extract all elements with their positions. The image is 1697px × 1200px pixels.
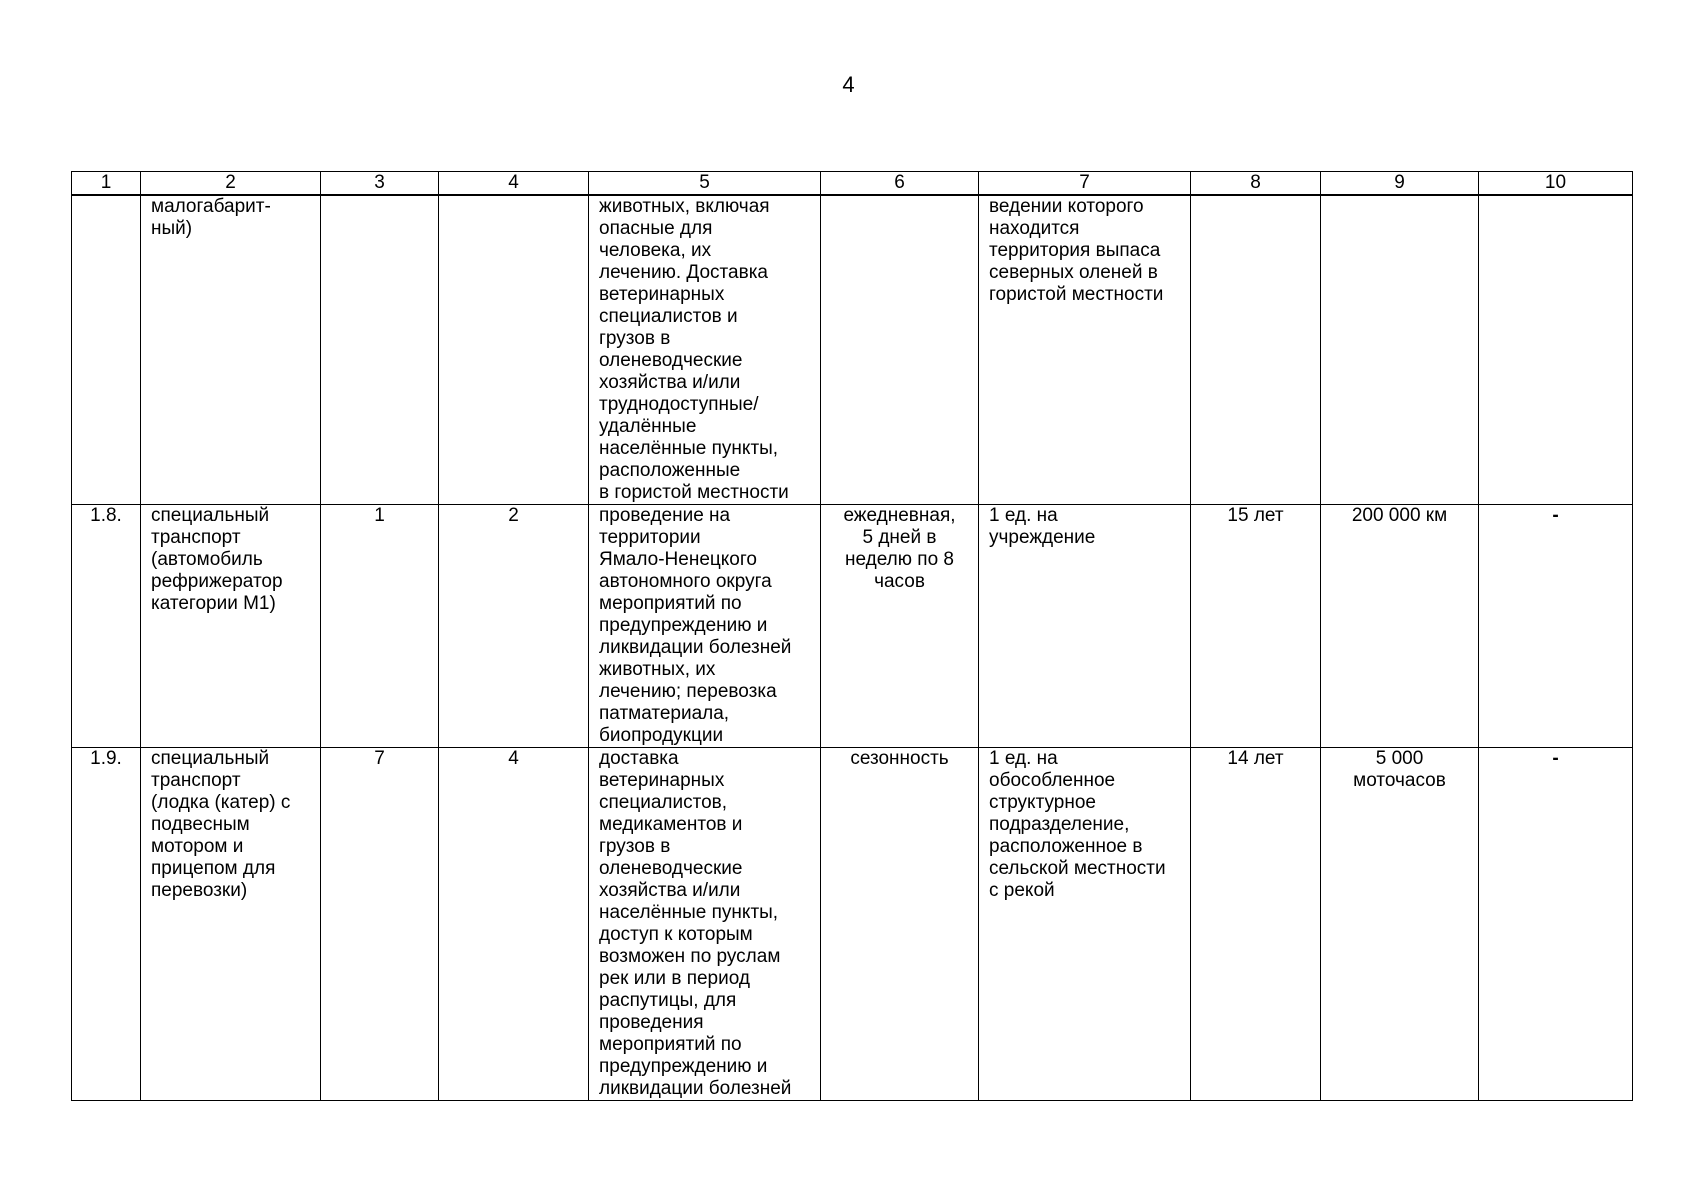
vehicle-name-cell: специальный транспорт (лодка (катер) с подвесным мотором и прицепом для перевозки): [141, 748, 321, 1101]
mileage-cell: 5 000 моточасов: [1321, 748, 1479, 1101]
norm-cell: 1 ед. на обособленное структурное подразделение, расположенное в сельской местности с рекой: [979, 748, 1191, 1101]
column-header-7: 7: [979, 172, 1191, 196]
quantity-b-cell: 4: [439, 748, 589, 1101]
table-row: [72, 748, 1633, 1101]
norm-cell: 1 ед. на учреждение: [979, 505, 1191, 748]
column-header-10: 10: [1479, 172, 1633, 196]
column-header-8: 8: [1191, 172, 1321, 196]
purpose-cell: проведение на территории Ямало-Ненецкого автономного округа мероприятий по предупреждению и ликвидации болезней животных, их лечению; перевозка патматериала, биопродукции: [589, 505, 821, 748]
column-header-5: 5: [589, 172, 821, 196]
vehicle-name-cell: специальный транспорт (автомобиль рефрижератор категории М1): [141, 505, 321, 748]
term-cell: [1191, 195, 1321, 505]
note-cell: [1479, 195, 1633, 505]
column-header-2: 2: [141, 172, 321, 196]
frequency-cell: ежедневная, 5 дней в неделю по 8 часов: [821, 505, 979, 748]
row-number-cell: 1.9.: [72, 748, 141, 1101]
term-cell: 15 лет: [1191, 505, 1321, 748]
frequency-cell: [821, 195, 979, 505]
mileage-cell: [1321, 195, 1479, 505]
column-header-4: 4: [439, 172, 589, 196]
quantity-a-cell: 1: [321, 505, 439, 748]
quantity-a-cell: 7: [321, 748, 439, 1101]
equipment-table: [71, 171, 1633, 1101]
note-cell: -: [1479, 505, 1633, 748]
mileage-cell: 200 000 км: [1321, 505, 1479, 748]
row-number-cell: [72, 195, 141, 505]
quantity-a-cell: [321, 195, 439, 505]
quantity-b-cell: 2: [439, 505, 589, 748]
note-cell: -: [1479, 748, 1633, 1101]
table-row: [72, 195, 1633, 505]
frequency-cell: сезонность: [821, 748, 979, 1101]
quantity-b-cell: [439, 195, 589, 505]
column-header-1: 1: [72, 172, 141, 196]
norm-cell: ведении которого находится территория выпаса северных оленей в гористой местности: [979, 195, 1191, 505]
table-header-row: [72, 172, 1633, 196]
purpose-cell: животных, включая опасные для человека, их лечению. Доставка ветеринарных специалистов и грузов в оленеводческие хозяйства и/или труднодоступные/ удалённые населённые пункты, расположенные в гористой местности: [589, 195, 821, 505]
page-number: 4: [842, 72, 855, 97]
table-row: [72, 505, 1633, 748]
vehicle-name-cell: малогабарит- ный): [141, 195, 321, 505]
column-header-3: 3: [321, 172, 439, 196]
column-header-6: 6: [821, 172, 979, 196]
column-header-9: 9: [1321, 172, 1479, 196]
row-number-cell: 1.8.: [72, 505, 141, 748]
purpose-cell: доставка ветеринарных специалистов, медикаментов и грузов в оленеводческие хозяйства и/или населённые пункты, доступ к которым возможен по руслам рек или в период распутицы, для проведения мероприятий по предупреждению и ликвидации болезней: [589, 748, 821, 1101]
term-cell: 14 лет: [1191, 748, 1321, 1101]
